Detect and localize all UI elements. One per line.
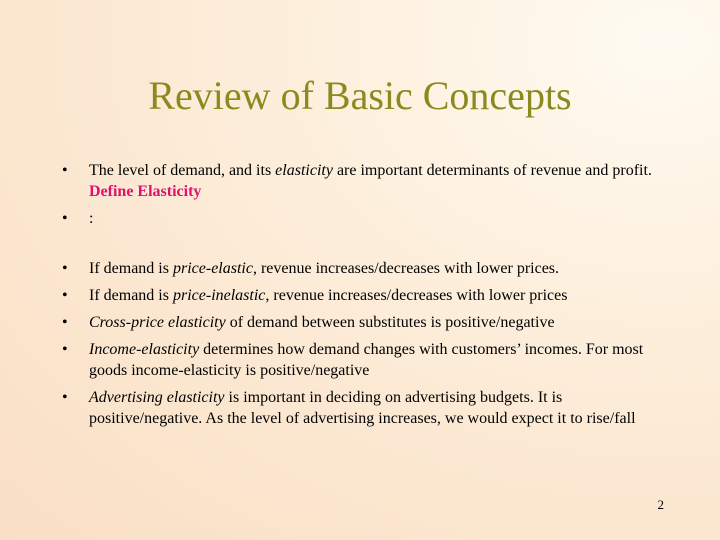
bullet-text: of demand between substitutes is positive/negative (225, 314, 555, 331)
bullet-text: The level of demand, and its (89, 162, 276, 179)
bullet-dot-icon: • (62, 389, 68, 406)
bullet-text: If demand is (89, 287, 173, 304)
bullet-text: are important determinants of revenue and profit. (332, 162, 652, 179)
bullet-text: , revenue increases/decreases with lower prices (265, 287, 568, 304)
bullet-emphasis: Advertising elasticity (89, 389, 225, 406)
bullet-emphasis: price-elastic (172, 260, 253, 277)
bullet-emphasis: Income-elasticity (89, 341, 200, 358)
bullet-item-demand-elasticity (62, 160, 662, 202)
bullet-dot-icon: • (62, 162, 68, 179)
bullet-dot-icon: • (62, 341, 68, 358)
bullet-text: : (89, 210, 94, 227)
bullet-item-advertising-elasticity (62, 387, 662, 429)
bullet-dot-icon: • (62, 260, 68, 277)
bullet-text: If demand is (89, 260, 173, 277)
bullet-dot-icon: • (62, 314, 68, 331)
bullet-text: determines how demand changes with customers’ incomes. For most goods income-elasticity is positive/negative (89, 341, 644, 379)
bullet-item-price-inelastic (62, 285, 662, 306)
bullet-item-price-elastic (62, 258, 662, 279)
bullet-item-cross-price (62, 312, 662, 333)
define-elasticity-highlight: Define Elasticity (89, 183, 202, 200)
bullet-item-colon (62, 208, 662, 229)
bullet-dot-icon: • (62, 287, 68, 304)
bullet-dot-icon: • (62, 210, 68, 227)
bullet-emphasis: Cross-price elasticity (89, 314, 226, 331)
bullet-item-income-elasticity (62, 339, 662, 381)
page-number: 2 (657, 497, 664, 512)
slide-title: Review of Basic Concepts (148, 73, 572, 118)
bullet-emphasis: elasticity (275, 162, 333, 179)
bullet-text: , revenue increases/decreases with lower prices. (252, 260, 560, 277)
bullet-text: is important in deciding on advertising budgets. It is positive/negative. As the level of advertising increases, we would expect it to rise/fall (89, 389, 636, 427)
bullet-emphasis: price-inelastic (172, 287, 266, 304)
bullet-list (62, 160, 662, 435)
